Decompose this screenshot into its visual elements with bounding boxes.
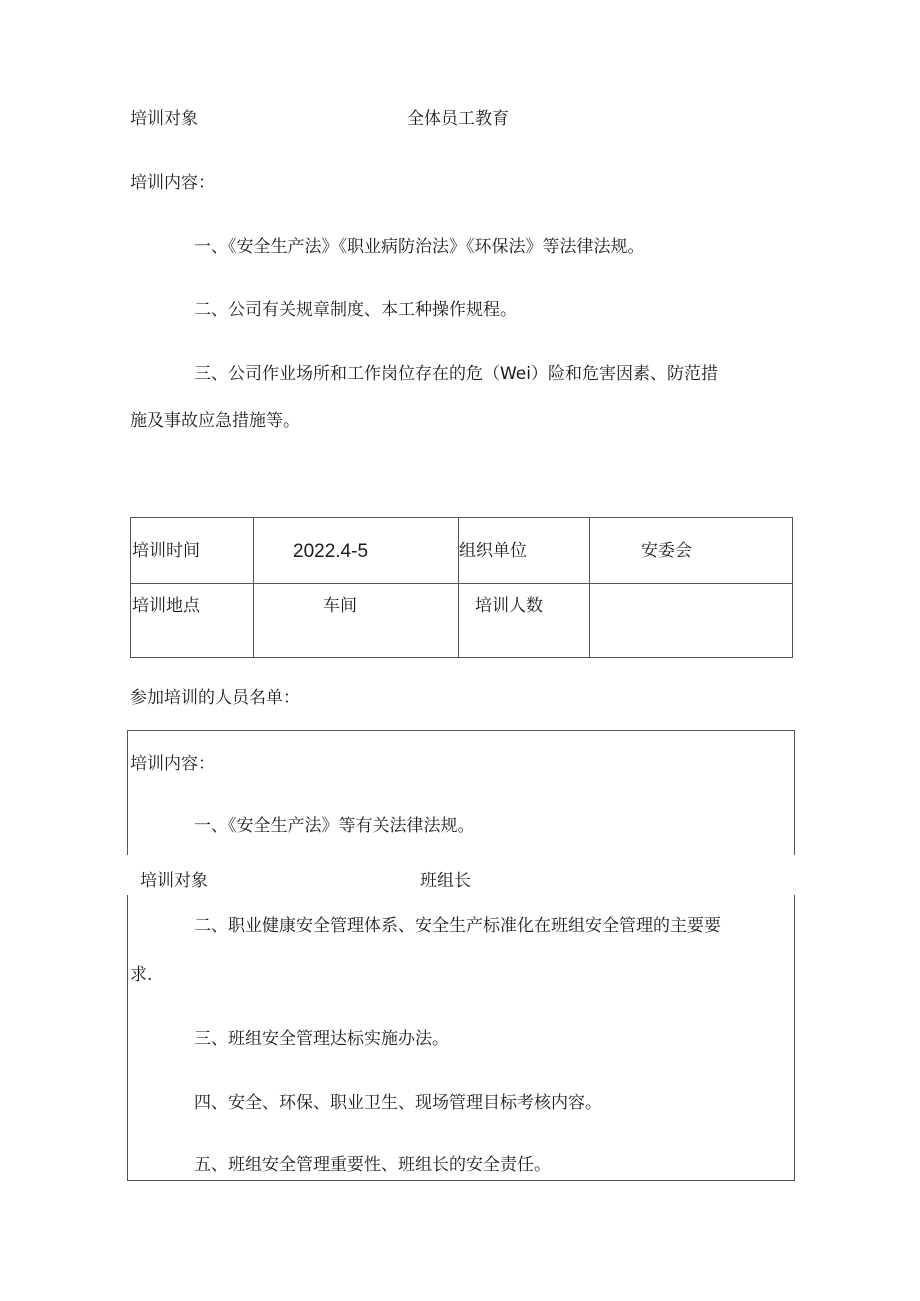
org-label: 组织单位	[459, 541, 527, 561]
content-item-2-2: 二、职业健康安全管理体系、安全生产标准化在班组安全管理的主要要	[194, 916, 721, 936]
attendees-label: 参加培训的人员名单：	[130, 688, 300, 708]
place-label: 培训地点	[132, 596, 200, 616]
target-value-2: 班组长	[420, 871, 471, 891]
time-value: 2022.4-5	[293, 541, 369, 562]
target-value: 全体员工教育	[407, 109, 509, 129]
content-item-3: 三、公司作业场所和工作岗位存在的危（Wei）险和危害因素、防范措	[194, 364, 718, 384]
content-item-2-4: 四、安全、环保、职业卫生、现场管理目标考核内容。	[194, 1093, 602, 1113]
org-value: 安委会	[641, 541, 692, 561]
content-label: 培训内容：	[130, 173, 215, 193]
content-item-3-continued: 施及事故应急措施等。	[130, 411, 300, 431]
content-item-2-2-continued: 求.	[130, 965, 153, 985]
frame-top-border	[127, 730, 795, 731]
place-value: 车间	[323, 596, 357, 616]
frame-bottom-border	[127, 1180, 795, 1181]
time-label: 培训时间	[132, 541, 200, 561]
content-item-1: 一、《安全生产法》《职业病防治法》《环保法》等法律法规。	[194, 237, 645, 257]
target-label-2: 培训对象	[140, 871, 208, 891]
frame-right-border-lower	[794, 895, 795, 1181]
count-label: 培训人数	[475, 596, 543, 616]
training-info-table	[130, 517, 793, 658]
frame-right-border-upper	[794, 730, 795, 855]
frame-left-border-lower	[127, 895, 128, 1181]
frame-left-border-upper	[127, 730, 128, 855]
content-item-2-1: 一、《安全生产法》等有关法律法规。	[194, 816, 475, 836]
content-item-2-3: 三、班组安全管理达标实施办法。	[194, 1029, 449, 1049]
content-item-2: 二、公司有关规章制度、本工种操作规程。	[194, 300, 517, 320]
content-label-2: 培训内容：	[130, 754, 215, 774]
target-label: 培训对象	[130, 109, 198, 129]
content-item-2-5: 五、班组安全管理重要性、班组长的安全责任。	[194, 1155, 551, 1175]
